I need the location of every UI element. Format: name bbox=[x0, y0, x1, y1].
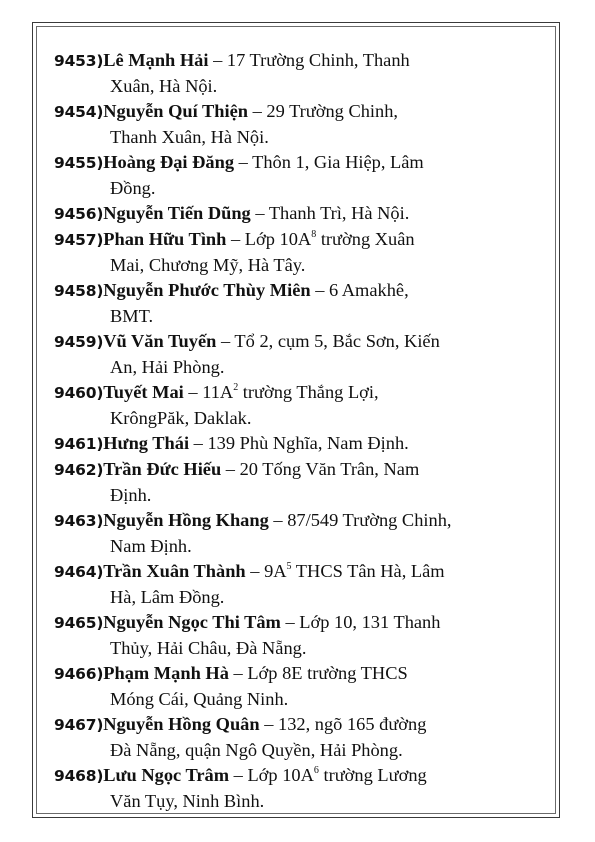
entry-name: Nguyễn Phước Thùy Miên bbox=[103, 280, 311, 300]
entry-superscript: 6 bbox=[313, 765, 319, 776]
entry-continuation: Thanh Xuân, Hà Nội. bbox=[110, 127, 269, 147]
list-item bbox=[54, 99, 544, 150]
entry-text: – Lớp 8E trường THCS bbox=[228, 663, 408, 683]
entry-text: – Thôn 1, Gia Hiệp, Lâm bbox=[234, 152, 424, 172]
entry-continuation: Đồng. bbox=[110, 178, 156, 198]
entry-number: 9456) bbox=[54, 205, 104, 223]
entry-name: Nguyễn Ngọc Thi Tâm bbox=[103, 612, 281, 632]
entry-text: – 139 Phù Nghĩa, Nam Định. bbox=[189, 433, 409, 453]
list-item bbox=[54, 431, 544, 457]
entry-name: Tuyết Mai bbox=[103, 382, 184, 402]
entry-number: 9458) bbox=[54, 282, 104, 300]
list-item bbox=[54, 457, 544, 508]
entry-text: – Tổ 2, cụm 5, Bắc Sơn, Kiến bbox=[216, 331, 440, 351]
entry-number: 9460) bbox=[54, 384, 104, 402]
entry-continuation: Văn Tụy, Ninh Bình. bbox=[110, 791, 265, 811]
list-item bbox=[54, 201, 544, 227]
list-item bbox=[54, 661, 544, 712]
entry-number: 9453) bbox=[54, 52, 104, 70]
entry-name: Trần Xuân Thành bbox=[103, 561, 246, 581]
entry-continuation: KrôngPăk, Daklak. bbox=[110, 408, 252, 428]
entry-continuation: Nam Định. bbox=[110, 536, 192, 556]
entry-number: 9454) bbox=[54, 103, 104, 121]
list-item bbox=[54, 278, 544, 329]
entry-continuation: BMT. bbox=[110, 306, 154, 326]
list-item bbox=[54, 610, 544, 661]
entry-name: Lưu Ngọc Trâm bbox=[103, 765, 230, 785]
entry-number: 9468) bbox=[54, 767, 104, 785]
entry-text: – 17 Trường Chinh, Thanh bbox=[208, 50, 410, 70]
entry-number: 9463) bbox=[54, 512, 104, 530]
entry-name: Nguyễn Quí Thiện bbox=[103, 101, 249, 121]
list-item bbox=[54, 150, 544, 201]
entry-continuation: Thủy, Hải Châu, Đà Nẵng. bbox=[110, 638, 307, 658]
entry-text: – Thanh Trì, Hà Nội. bbox=[250, 203, 410, 223]
entry-text: – Lớp 10, 131 Thanh bbox=[280, 612, 441, 632]
address-list bbox=[54, 48, 544, 814]
entry-number: 9461) bbox=[54, 435, 104, 453]
entry-continuation: Xuân, Hà Nội. bbox=[110, 76, 218, 96]
list-item bbox=[54, 763, 544, 814]
entry-name: Nguyễn Hồng Khang bbox=[103, 510, 269, 530]
entry-number: 9464) bbox=[54, 563, 104, 581]
entry-number: 9455) bbox=[54, 154, 104, 172]
entry-number: 9466) bbox=[54, 665, 104, 683]
entry-text: – 9A bbox=[245, 561, 287, 581]
entry-superscript: 2 bbox=[233, 382, 239, 393]
entry-continuation: Định. bbox=[110, 485, 152, 505]
list-item bbox=[54, 508, 544, 559]
entry-number: 9467) bbox=[54, 716, 104, 734]
entry-number: 9457) bbox=[54, 231, 104, 249]
entry-number: 9462) bbox=[54, 461, 104, 479]
entry-text: – 132, ngõ 165 đường bbox=[259, 714, 427, 734]
entry-text: – 6 Amakhê, bbox=[310, 280, 409, 300]
entry-text-after-superscript: trường Lương bbox=[318, 765, 427, 785]
entry-text: – Lớp 10A bbox=[229, 765, 314, 785]
entry-name: Hưng Thái bbox=[103, 433, 190, 453]
list-item bbox=[54, 48, 544, 99]
entry-superscript: 8 bbox=[311, 229, 317, 240]
entry-text: – 11A bbox=[183, 382, 234, 402]
entry-name: Phạm Mạnh Hà bbox=[103, 663, 229, 683]
list-item bbox=[54, 559, 544, 610]
entry-name: Phan Hữu Tình bbox=[103, 229, 227, 249]
entry-number: 9465) bbox=[54, 614, 104, 632]
entry-name: Lê Mạnh Hải bbox=[103, 50, 209, 70]
list-item bbox=[54, 329, 544, 380]
entry-text: – 20 Tống Văn Trân, Nam bbox=[221, 459, 420, 479]
entry-text: – 29 Trường Chinh, bbox=[248, 101, 399, 121]
entry-continuation: Móng Cái, Quảng Ninh. bbox=[110, 689, 289, 709]
entry-name: Nguyễn Tiến Dũng bbox=[103, 203, 251, 223]
entry-continuation: Đà Nẵng, quận Ngô Quyền, Hải Phòng. bbox=[110, 740, 403, 760]
entry-text-after-superscript: THCS Tân Hà, Lâm bbox=[291, 561, 445, 581]
entry-continuation: Hà, Lâm Đồng. bbox=[110, 587, 225, 607]
list-item bbox=[54, 380, 544, 431]
entry-name: Nguyễn Hồng Quân bbox=[103, 714, 260, 734]
entry-continuation: Mai, Chương Mỹ, Hà Tây. bbox=[110, 255, 306, 275]
entry-text-after-superscript: trường Xuân bbox=[316, 229, 415, 249]
entry-name: Vũ Văn Tuyến bbox=[103, 331, 217, 351]
entry-text: – 87/549 Trường Chinh, bbox=[268, 510, 452, 530]
entry-text-after-superscript: trường Thắng Lợi, bbox=[238, 382, 379, 402]
entry-text: – Lớp 10A bbox=[226, 229, 312, 249]
list-item bbox=[54, 712, 544, 763]
entry-name: Hoàng Đại Đăng bbox=[103, 152, 235, 172]
entry-continuation: An, Hải Phòng. bbox=[110, 357, 225, 377]
entry-superscript: 5 bbox=[286, 561, 292, 572]
entry-name: Trần Đức Hiếu bbox=[103, 459, 222, 479]
list-item bbox=[54, 227, 544, 278]
entry-number: 9459) bbox=[54, 333, 104, 351]
